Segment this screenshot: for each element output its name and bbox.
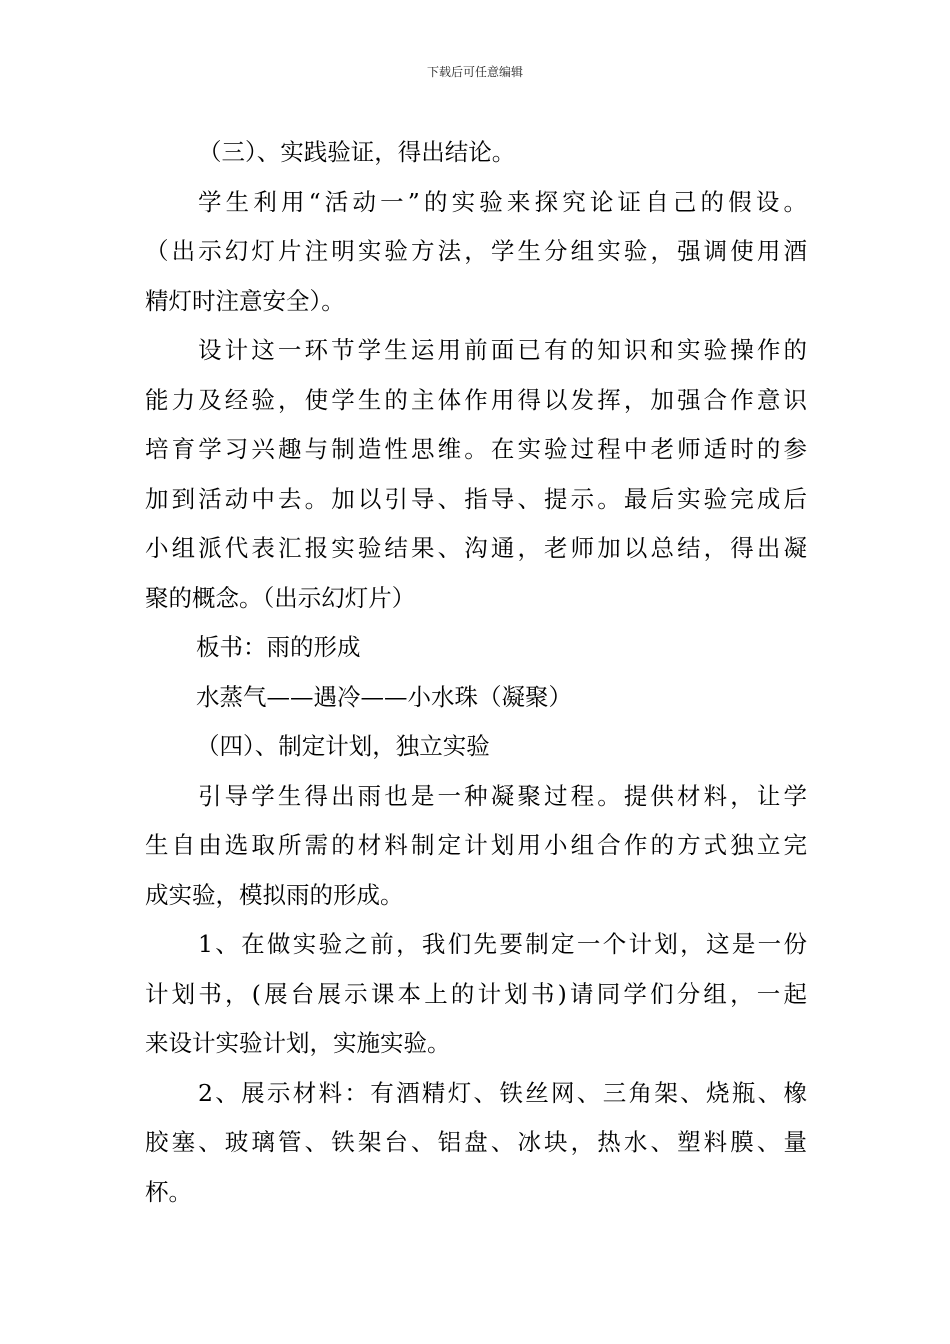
section-heading-3: （三）、实践验证，得出结论。 (198, 138, 516, 166)
paragraph-line: 杯。 (145, 1177, 192, 1206)
paragraph-line: 能力及经验，使学生的主体作用得以发挥，加强合作意识 (145, 385, 807, 414)
paragraph-line: 1、在做实验之前，我们先要制定一个计划，这是一份 (198, 930, 807, 958)
paragraph-line: 来设计实验计划，实施实验。 (145, 1029, 451, 1057)
paragraph-line: 胶塞、玻璃管、铁架台、铝盘、冰块，热水、塑料膜、量 (145, 1128, 807, 1156)
paragraph-line: 聚的概念。（出示幻灯片） (145, 583, 416, 612)
paragraph-line: 加到活动中去。加以引导、指导、提示。最后实验完成后 (145, 484, 807, 513)
paragraph-line: 成实验，模拟雨的形成。 (145, 880, 404, 909)
board-writing-formula: 水蒸气——遇冷——小水珠（凝聚） (196, 682, 572, 711)
section-heading-4: （四）、制定计划，独立实验 (196, 732, 490, 760)
paragraph-line: （出示幻灯片注明实验方法，学生分组实验，强调使用酒 (145, 237, 807, 265)
page-header: 下载后可任意编辑 (426, 65, 523, 79)
paragraph-line: 生自由选取所需的材料制定计划用小组合作的方式独立完 (145, 831, 807, 859)
paragraph-line: 小组派代表汇报实验结果、沟通，老师加以总结，得出凝 (145, 534, 807, 562)
paragraph-line: 计划书，(展台展示课本上的计划书)请同学们分组，一起 (145, 979, 807, 1008)
paragraph-line: 培育学习兴趣与制造性思维。在实验过程中老师适时的参 (145, 435, 807, 463)
paragraph-line: 引导学生得出雨也是一种凝聚过程。提供材料，让学 (198, 781, 807, 810)
paragraph-line: 2、展示材料：有酒精灯、铁丝网、三角架、烧瓶、橡 (198, 1078, 807, 1107)
paragraph-line: 设计这一环节学生运用前面已有的知识和实验操作的 (198, 336, 807, 364)
paragraph-line: 精灯时注意安全）。 (145, 286, 345, 315)
document-body (145, 128, 807, 1217)
board-writing-title: 板书：雨的形成 (196, 633, 361, 661)
paragraph-line: 学生利用“活动一”的实验来探究论证自己的假设。 (198, 187, 807, 216)
